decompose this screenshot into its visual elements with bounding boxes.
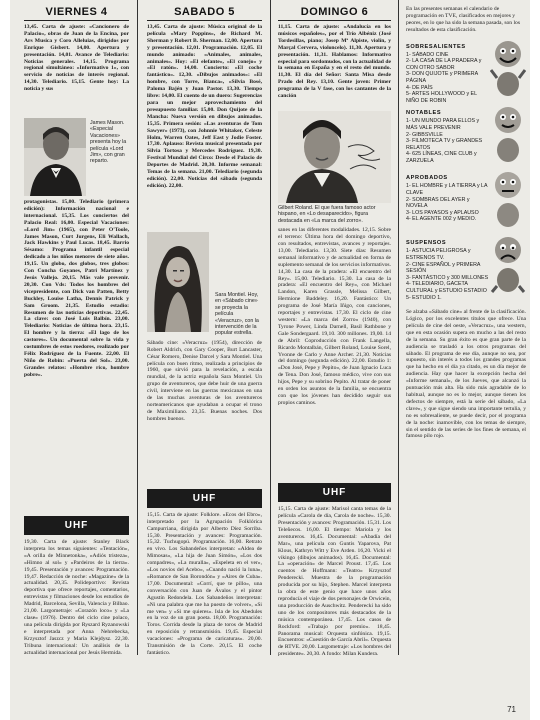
mascot-sad-icon [490,234,526,299]
photo-caption: Sara Montiel. Hoy, en «Sábado cine» se proyecta la película «Veracruz», con la intervención de la popular estrella. [215,292,259,337]
ranking-list [406,248,490,301]
list-item: 5- ESTUDIO 1. [406,294,442,301]
list-item: 1- UN MUNDO PARA ELLOS y MÁS VALE PREVENIR [406,118,480,131]
sidebar-intro: En las presentes semanas el calendario de programación en TVE, clasificados en mejores y peores, en lo que ha sido la semana pasada, son los resultados de esta clasificación. [406,6,521,33]
list-item: 3- FANTÁSTICO y 300 MILLONES [406,274,489,281]
uhf-schedule-text: 19,30. Carta de ajuste: Stanley Black interpreta los temas siguientes: «Tentación», «A orilla de Minnetonka», «Adiós tristeza», «Himno al sol» y «Pardeiros de la tierra». 19,45. Presentación y avances: Programación. 19,47. Redacción de noche: «Magazine» de la actualidad. 20,35. Polideportivo: Revista deportiva que ofrece reportajes, comentarios, entrevistas y filmaciones desde los estudios de Madrid, Barcelona, Sevilla, Valencia y Bilbao. 21,00. Largometraje: «Corazón loco» y «La clase» (1976). Dentro del ciclo cine polaco, una película dirigida por Ryszard Ryzanowski e interpretada por Anna Nehrebecka, Krzysztof Jaszcz y Maria Klejdysz. 22,30. Tribuna internacional: Un análisis de la actualidad internacional por Jesús Hermida. [24,539,129,656]
section-aprobados [406,169,526,234]
list-item: 5- ARTES HOLLYWOOD y EL NIÑO DE ROBIN [406,91,477,104]
section-title: NOTABLES [406,110,442,117]
day-heading: SABADO 5 [147,6,262,21]
column-rule [270,0,271,655]
list-item: 2- LA CASA DE LA PRADERA y CON OTRO SABOR [406,58,482,71]
photo-block [24,118,129,196]
list-item: 1- SÁBADO CINE [406,51,449,58]
column-sabado [147,6,262,677]
list-item: 3- LOS PAYASOS y APLAUSO [406,209,479,216]
day-heading: VIERNES 4 [24,6,129,21]
list-item: 3- FILMOTECA TV y GRANDES RELATOS [406,138,483,151]
list-item: 3- DON QUIJOTE y PRIMERA PÁGINA [406,71,478,84]
list-item: 4- 625 LÍNEAS, CINE CLUB y ZARZUELA [406,151,477,164]
section-sobresalientes [406,38,526,105]
column-viernes [24,6,129,704]
list-item: 4- DE PAÍS [406,84,433,91]
schedule-text: 13,45. Carta de ajuste: «Cancionero de Palacio», obras de Juan de la Encina, por Ars Musica y Coro Alleluias, dirigidos por Enrique Gisbert. 14,00. Apertura y presentación. 14,01. Avance de Telediario: Noticias generales. 14,15. Programa regional simultáneo: «Informativo 1», con servicio de noticias de interés regional. 14,30. Telediario. 15,15. Gente hoy: La noticia y sus [24,24,129,93]
day-heading: DOMINGO 6 [278,6,391,21]
column-rule [137,0,138,655]
mascot-neutral-icon [490,169,526,234]
section-suspensos [406,234,526,301]
mascot-happy-icon [490,38,526,103]
photo-caption: James Mason. «Especial Vacaciones» presenta hoy la película «Lord Jim», con gran reparto. [90,120,127,165]
ranking-list [406,118,490,164]
ratings-sidebar [406,6,526,459]
column-domingo [278,6,391,671]
photo-block [278,111,391,224]
photo-caption: Gilbert Roland. El que fuera famoso actor hispano, en «Lo desaparecido», figura destacada en «La marca del zorro». [278,205,376,224]
portrait-photo [278,111,391,203]
list-item: 4- EL AGENTE 002 y MEDIO. [406,216,477,223]
schedule-text: protagonistas. 15,00. Telediario (primera edición): Información nacional e internacional. 15,35. Los conciertos del Palacio Real: 16,00. Especial Vacaciones: «Lord Jim» (1965), con Peter O'Toole, James Mason, Curt Jurgens, Eli Wallach, Jack Hawkins y Paul Lucas. 18,45. Barrio Sésamo: Programa infantil especial dedicado a los niños menores de siete años. 19,15. Un globo, dos globos, tres globos: Con Concha Goyanes, Patri Martínez y Jesús Vallejo. 20,15. Más vale prevenir. 20,30. Con Vds: Todos los hombres del vicepresidente, con Dick van Patten, Betty Buckley, Louise Latha, Dennis Patrick y Sam Groom. 21,35. Estudio estadio: Resumen de las noticias deportivas. 22,45. La clave: con José Luis Balbín. 23,00. Telediario: Noticias de última hora. 23,15. El hombre y la tierra: «El lago de los castores». Un documental sobre la vida y costumbres de estos roedores, realizado por Félix Rodríguez de la Fuente. 22,00. El Niño de Robin: «Puerta del Sol». 23,00. Grandes relatos: «Hombre rico, hombre pobre». [24,199,129,378]
photo-block [147,232,262,337]
ranking-list [406,183,490,223]
uhf-banner: UHF [147,489,262,508]
list-item: 1- ASTUCIA PELIGROSA y ESTRENOS TV. [406,248,471,261]
column-rule [398,0,399,655]
uhf-banner: UHF [24,516,129,535]
portrait-photo [24,118,86,196]
section-notables [406,104,526,169]
portrait-photo [147,232,209,332]
uhf-banner: UHF [278,483,391,502]
schedule-text: 13,45. Carta de ajuste: Música original de la película «Mary Poppins», de Richard M. Sherman y Robert B. Sherman. 12,00. Apertura y presentación. 12,01. Programación. 12,05. El mundo animado: «Animales, animales, animales». Hoy: «El elefante», «El conejo» y «El ratón». 14,00. Concierto: «El coche fantástico». 12,30. «Dibujos animados»: «El hombre, con Torre, Bianca», «Silvia Bosé, Paloma Bajén y Juan Pastor. 13,30. Tiempo libre: 14,00. El cuento de un duero: Sugerencias para un mejor aprovechamiento del presupuesto familiar. 15,00. Don Quijote de la Mancha: Nueva versión en dibujos animados. 15,35. Primera sesión: «Las aventuras de Tom Sawyer» (1973), con Johnnie Whitaker, Celeste Holm, Warren Oates, Jeff East y Jodie Foster. 17,30. Aplauso: Revista musical presentada por Silvia Tortosa y Mercedes Rodríguez. 19,30. Festival Mundial del Circo: Desde el Palacio de Deportes de Madrid. 20,30. Informe semanal: Temas de la semana. 21,00. Telediario (segunda edición). 22,00. Noticias del sábado (segunda edición). 22,00. [147,24,262,189]
uhf-schedule-text: 15,15. Carta de ajuste: Marisol canta temas de la película «Carola de día, Carola de noche». 15,30. Presentación y avances: Programación. 15,31. Los Teleñecos. 16,00. El tiempo: Mariola y los aventureros. 16,45. Documental: «Abadía del Mar», una película con Guntis Yaparova, Pat Klous, Kathryn Witt y Eve Arden. 16,20. Vicki el vikingo (dibujos animados). 16,45. Documental: La «operación» de Marcel Proust. 17,45. Los cuentos de Hoffmann: «Teatro» Krzysztof Penderecki. Muestra de la programación producida por su hijo, Stephen. Marcel interpreta la obra de este genio que hace unos años reproducía el viaje de dos personajes de Orwicein, una producción de Auschwitz. Penderecki ha sido uno de los compositores más destacados de la música contemporánea. 17,45. Los casos de Rockford: «Trabajo por premio». 18,45. Panorama musical: Orquesta sinfónica. 19,15. Encuentros: «Cuestión de García Abril». Orquesta de RTVE. 20,00. Largometraje: «Los hombres del presidente». 20,30. A fondo: Milan Kundera. [278,506,391,658]
page-number: 71 [507,705,516,714]
schedule-text: 11,15. Carta de ajuste: «Andalucía en los músicos españoles», por el Trío Albéniz (José Tordesillas, piano; Josep Mª Alpiste, violín, y Marçal Cervera, violoncelo). 11,30. Apertura y presentación. 11,31. Hablamos: Informativo especial para sordomudos, con la actualidad de la semana en España y en el resto del mundo. 11,30. El día del Señor: Santa Misa desde Prado del Rey. 13,10. Gente joven: Primer programa de la V fase, con los cantantes de la canción [278,24,391,100]
list-item: 4- TELEDIARIO, GACETA CULTURAL y ESTUDIO ESTADIO [406,281,487,294]
list-item: 2- CINE ESPAÑOL y PRIMERA SESIÓN [406,261,481,275]
ranking-list [406,52,490,105]
list-item: 2- GIBBSVILLE [406,131,443,138]
sidebar-commentary: Se alzaba «Sábado cine» al frente de la clasificación. Lógico, por los excelentes títulos que ofrece. Una película de cine del oeste, «Veracruz», una western, que en esta ocasión supera en mucho a las del resto de la semana. Su gran éxito es que gran parte de la audiencia se trasladó a los otros programas del sábado. El programa de ese día, aunque no sea, por supuesto, sin interés a todos los grandes programas que ha hecho en el día ya citado, es un día mejor de audiencia. Hay que hacer la excepción hecha del «Informe semanal», de los Jueves, que alcanzó la puntuación más alta. Ha sido más agradable de lo habitual, aunque no es lo mejor, aunque tienen los defectos de siempre, está la serie del sábado, «La clave», y que sigue siendo una importante tertulia, y no es sobresaliente, se puede decir, por el programa de la noche: inamovible, con los temas de siempre, sin el sentido de las series de los fines de semana, el famoso pilo rojo. [406,309,526,440]
schedule-text: sanes en las diferentes modalidades. 12,15. Sobre el terreno: Última hora del domingo deportivo, con resultados, entrevistas, avances y reportajes. 13,00. Telediario. 13,30. Siete días: Resumen semanal informativo y de actualidad en forma de suplemento semanal de los servicios informativos. 14,30. La casa de la pradera: «El encuentro del Rey». 15,00. Telediario. 15,30. La casa de la pradera: «El encuentro del Rey», con Michael Landon, Karen Grassle, Melissa Gilbert, Hermione Baddeley. 16,20. Fantástico: Un programa de José María Iñigo, con canciones, reportajes y entrevistas. 17,30. El ciclo de cine western: «La marca del Zorro» (1940), con Tyrone Power, Linda Darnell, Basil Rathbone y Gale Sondergaard. 19,10. 300 millones. 19,00. 14 de Abril: Coproducción con Frank Langella, Ricardo Montalbán, Gilbert Roland, Louise Sorel, Yvonne de Carlo y Anne Archer. 21,30. Noticias del domingo (segunda edición). 22,00. Estudio 1: «Don José, Pepe y Pepito», de Juan Ignacio Luca de Tena. Don José, famoso médico, vive con sus hijos, Pepe y su sobrino Pepito. Al tratar de poner en orden los asuntos de la familia, se encuentra con que los jóvenes han decidido seguir sus propios caminos. [278,227,391,406]
mascot-smiling-icon [490,104,526,169]
list-item: 2- SOMBRAS DEL AYER y NOVELA [406,196,470,210]
section-title: SOBRESALIENTES [406,43,466,50]
section-title: APROBADOS [406,175,448,182]
list-item: 1- EL HOMBRE y LA TIERRA y LA CLAVE [406,183,488,196]
magazine-page [10,0,530,720]
uhf-schedule-text: 15,15. Carta de ajuste: Folklore. «Ecos del Ebro», interpretado por la Agrupación Folklórica Campurriana, dirigida por Alberto Díez Sorriba. 15,30. Presentación y avances: Programación. 15,32. Tuchugopú. Programación. 16,00. Retrato en vivo. Los Sabandeños interpretan: «Aldea de Mimosas», «La hija de Juan Simón», «Los dos compadres», «La muralla», «Espeleta en el ver», «Los novios del Acebo», «Cuando nació la luna», «Romance de San Borondón» y «Aires de Cuba». 17,00. Documental: «Corrí, que te pillo», una conversación con Juan de Ávalos y el pintor Agustín Redondela. Los Sabandeños interpretan: «Ni una palabra que me ha puesto de volver», «Si me ven» y «Si me quieres». Isla de los Abedules en la voz de un gran poeta. 18,00. Programación: Toros. Corrida desde la plaza de toros de Madrid en reposición y retransmisión. 19,45. Especial vacaciones: «Programa de caricaturas». 20,00. Transmisión de la Corte. 20,15. El coche fantástico. [147,511,262,656]
section-title: SUSPENSOS [406,240,447,247]
schedule-text: Sábado cine: «Veracruz» (1954), dirección de Robert Aldrich, con Gary Cooper, Burt Lancaster, César Romero, Denise Darcel y Sara Montiel. Una película con buen ritmo, realizada a principios de 1960, que sirvió para la revelación, a escala mundial, de la actriz española Sara Montiel. Un grupo de aventureros, que debe huir de una guerra civil, interviene en las guerras mexicanas en una de las muchas aventuras de los aventureros norteamericanos que ayudaban a ocupar el trono de Maximiliano. 23,35. Buenas noches. Dos hombres buenos. [147,339,262,422]
